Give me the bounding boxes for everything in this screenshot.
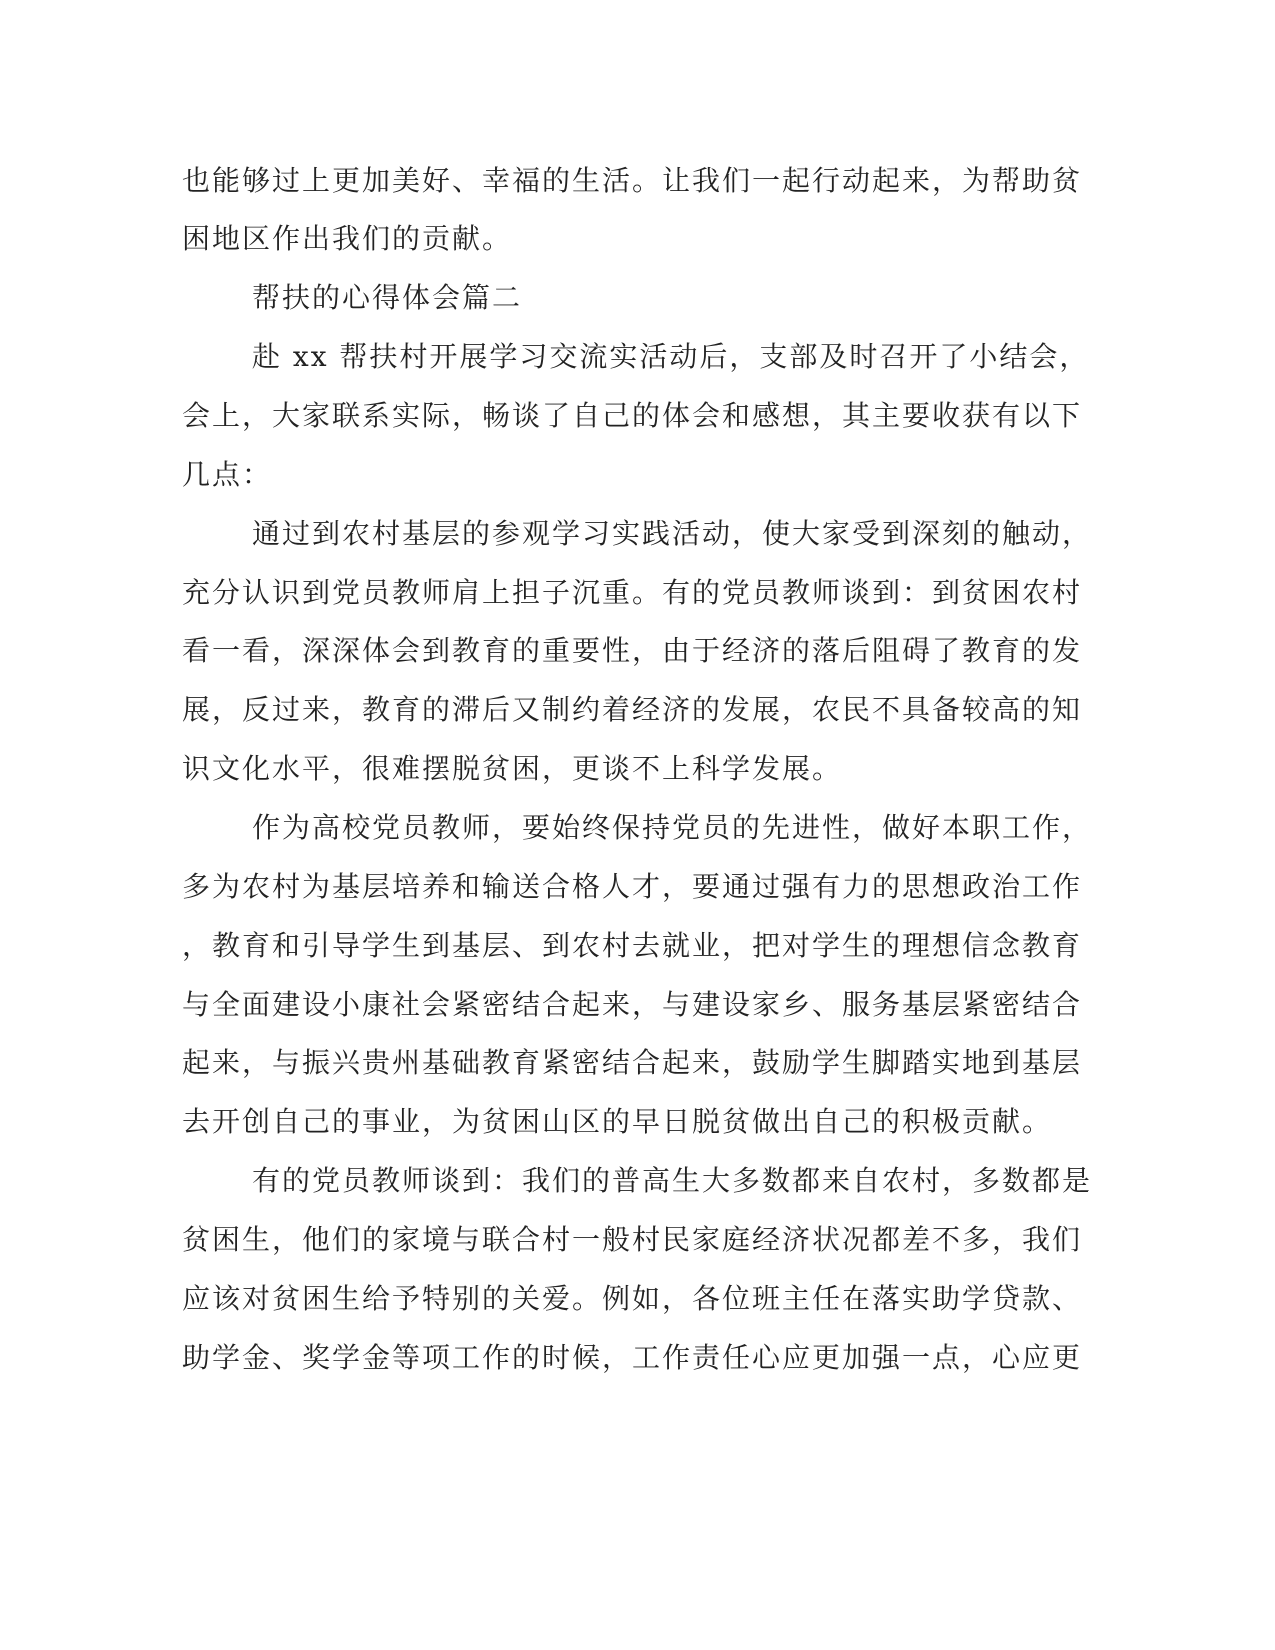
text-line: 作为高校党员教师，要始终保持党员的先进性，做好本职工作， bbox=[252, 811, 1093, 844]
text-line: 赴 xx 帮扶村开展学习交流实活动后，支部及时召开了小结会， bbox=[252, 340, 1090, 373]
text-line: 通过到农村基层的参观学习实践活动，使大家受到深刻的触动， bbox=[252, 517, 1093, 550]
text-line: 助学金、奖学金等项工作的时候，工作责任心应更加强一点，心应更 bbox=[182, 1341, 1083, 1374]
text-line: 展，反过来，教育的滞后又制约着经济的发展，农民不具备较高的知 bbox=[182, 693, 1083, 726]
text-line: 会上，大家联系实际，畅谈了自己的体会和感想，其主要收获有以下 bbox=[182, 399, 1083, 432]
text-line: 有的党员教师谈到：我们的普高生大多数都来自农村，多数都是 bbox=[252, 1164, 1093, 1197]
text-line: 贫困生，他们的家境与联合村一般村民家庭经济状况都差不多，我们 bbox=[182, 1223, 1083, 1256]
text-line: 起来，与振兴贵州基础教育紧密结合起来，鼓励学生脚踏实地到基层 bbox=[182, 1046, 1083, 1079]
text-line: 充分认识到党员教师肩上担子沉重。有的党员教师谈到：到贫困农村 bbox=[182, 576, 1083, 609]
section-heading: 帮扶的心得体会篇二 bbox=[252, 281, 523, 314]
text-line: 去开创自己的事业，为贫困山区的早日脱贫做出自己的积极贡献。 bbox=[182, 1105, 1053, 1138]
text-line: 多为农村为基层培养和输送合格人才，要通过强有力的思想政治工作 bbox=[182, 870, 1083, 903]
text-line: 识文化水平，很难摆脱贫困，更谈不上科学发展。 bbox=[182, 752, 843, 785]
text-line: ，教育和引导学生到基层、到农村去就业，把对学生的理想信念教育 bbox=[182, 929, 1083, 962]
text-line: 与全面建设小康社会紧密结合起来，与建设家乡、服务基层紧密结合 bbox=[182, 988, 1083, 1021]
text-line: 也能够过上更加美好、幸福的生活。让我们一起行动起来，为帮助贫 bbox=[182, 164, 1083, 197]
text-line: 看一看，深深体会到教育的重要性，由于经济的落后阻碍了教育的发 bbox=[182, 634, 1083, 667]
text-line: 几点： bbox=[182, 458, 273, 491]
text-line: 困地区作出我们的贡献。 bbox=[182, 222, 513, 255]
text-line: 应该对贫困生给予特别的关爱。例如，各位班主任在落实助学贷款、 bbox=[182, 1282, 1083, 1315]
